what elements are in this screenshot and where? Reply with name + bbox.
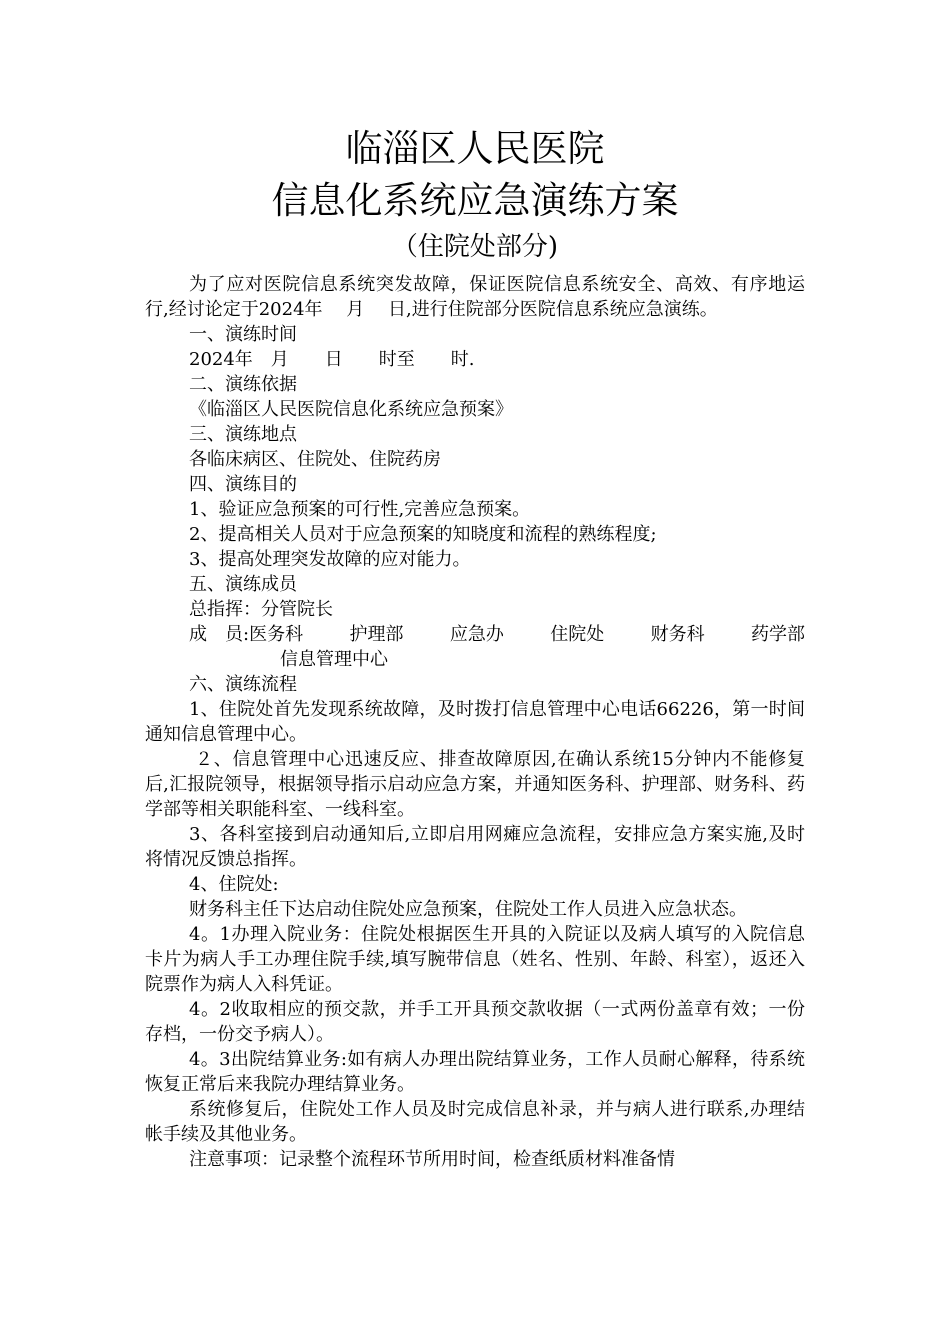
members-label: 成 员:医务科 <box>189 624 304 645</box>
drill-place: 各临床病区、住院处、住院药房 <box>189 449 441 470</box>
purpose-item: 1、验证应急预案的可行性,完善应急预案。 <box>189 499 531 520</box>
process-paragraph: 1、住院处首先发现系统故障，及时拨打信息管理中心电话66226，第一时间通知信息管理中心。 <box>145 699 805 745</box>
section-heading-purpose: 四、演练目的 <box>189 474 297 495</box>
process-paragraph: 财务科主任下达启动住院处应急预案，住院处工作人员进入应急状态。 <box>189 899 747 920</box>
member-dept: 应急办 <box>449 624 504 645</box>
section-heading-members: 五、演练成员 <box>189 574 297 595</box>
document-body <box>145 272 805 1172</box>
intro-paragraph: 为了应对医院信息系统突发故障，保证医院信息系统安全、高效、有序地运行,经讨论定于2024年 月 日,进行住院部分医院信息系统应急演练。 <box>145 274 805 320</box>
process-paragraph: 注意事项：记录整个流程环节所用时间，检查纸质材料准备情 <box>189 1149 675 1170</box>
process-paragraph: 3、各科室接到启动通知后,立即启用网瘫应急流程，安排应急方案实施,及时将情况反馈总指挥。 <box>145 824 805 870</box>
process-paragraph: 系统修复后，住院处工作人员及时完成信息补录，并与病人进行联系,办理结帐手续及其他业务。 <box>145 1099 805 1145</box>
purpose-item: 3、提高处理突发故障的应对能力。 <box>189 549 471 570</box>
process-paragraph: 4。2收取相应的预交款，并手工开具预交款收据（一式两份盖章有效；一份存档，一份交予病人）。 <box>145 999 805 1045</box>
member-dept: 信息管理中心 <box>280 649 388 670</box>
document-title-plan: 信息化系统应急演练方案 <box>271 179 679 222</box>
commander-line: 总指挥：分管院长 <box>189 599 333 620</box>
process-paragraph: ２、信息管理中心迅速反应、排查故障原因,在确认系统15分钟内不能修复后,汇报院领导，根据领导指示启动应急方案，并通知医务科、护理部、财务科、药学部等相关职能科室、一线科室。 <box>145 749 805 820</box>
document-title-hospital: 临淄区人民医院 <box>345 127 605 170</box>
process-paragraph: 4、住院处: <box>189 874 279 895</box>
document-subtitle: （住院处部分) <box>391 232 559 262</box>
drill-time: 2024年 月 日 时至 时. <box>189 349 475 370</box>
member-dept: 药学部 <box>750 624 805 645</box>
process-paragraph: 4。1办理入院业务：住院处根据医生开具的入院证以及病人填写的入院信息卡片为病人手工办理住院手续,填写腕带信息（姓名、性别、年龄、科室），返还入院票作为病人入科凭证。 <box>145 924 805 995</box>
section-heading-place: 三、演练地点 <box>189 424 297 445</box>
drill-basis: 《临淄区人民医院信息化系统应急预案》 <box>189 399 513 420</box>
members-line <box>145 622 805 647</box>
section-heading-basis: 二、演练依据 <box>189 374 297 395</box>
purpose-item: 2、提高相关人员对于应急预案的知晓度和流程的熟练程度; <box>189 524 657 545</box>
section-heading-process: 六、演练流程 <box>189 674 297 695</box>
process-paragraph: 4。3出院结算业务:如有病人办理出院结算业务，工作人员耐心解释，待系统恢复正常后来我院办理结算业务。 <box>145 1049 805 1095</box>
member-dept: 财务科 <box>650 624 705 645</box>
member-dept: 住院处 <box>550 624 605 645</box>
section-heading-time: 一、演练时间 <box>189 324 297 345</box>
member-dept: 护理部 <box>349 624 404 645</box>
